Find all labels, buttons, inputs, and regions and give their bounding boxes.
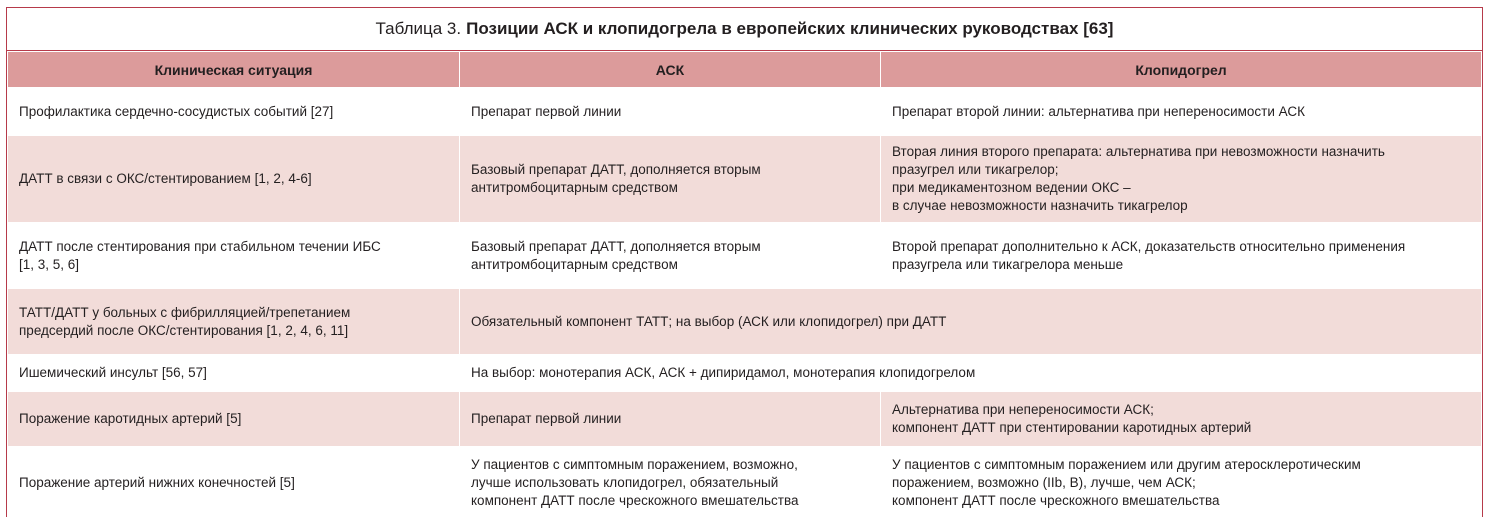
- cell-line: компонент ДАТТ после чрескожного вмешательства: [892, 492, 1220, 508]
- cell-line: Альтернатива при непереносимости АСК;: [892, 402, 1154, 417]
- table-row: [8, 447, 1482, 519]
- cell-line: компонент ДАТТ после чрескожного вмешательства: [471, 492, 799, 508]
- cell-ask: [460, 136, 881, 223]
- guidelines-table: [7, 51, 1482, 519]
- cell-clopidogrel: [881, 447, 1482, 519]
- cell-line: [1, 3, 5, 6]: [19, 256, 80, 272]
- cell-clopidogrel: [881, 223, 1482, 289]
- cell-merged: [460, 355, 1482, 392]
- header-row: [8, 52, 1482, 88]
- cell-line: У пациентов с симптомным поражением, возможно,: [471, 456, 798, 472]
- cell-line: Препарат второй линии: альтернатива при непереносимости АСК: [892, 103, 1305, 119]
- table-row: [8, 392, 1482, 447]
- table-row: [8, 136, 1482, 223]
- cell-situation: [8, 355, 460, 392]
- cell-situation: [8, 136, 460, 223]
- cell-line: лучше использовать клопидогрел, обязательный: [471, 474, 779, 490]
- cell-line: Ишемический инсульт [56, 57]: [19, 365, 207, 380]
- cell-situation: [8, 88, 460, 136]
- cell-situation: [8, 392, 460, 447]
- cell-line: поражением, возможно (IIb, B), лучше, чем АСК;: [892, 474, 1196, 490]
- cell-line: при медикаментозном ведении ОКС –: [892, 180, 1131, 195]
- cell-line: Обязательный компонент ТАТТ; на выбор (АСК или клопидогрел) при ДАТТ: [471, 313, 947, 329]
- cell-situation: [8, 223, 460, 289]
- cell-line: ТАТТ/ДАТТ у больных с фибрилляцией/трепетанием: [19, 304, 351, 320]
- cell-line: Препарат первой линии: [471, 103, 622, 119]
- cell-line: Препарат первой линии: [471, 411, 622, 426]
- cell-line: Поражение каротидных артерий [5]: [19, 411, 242, 426]
- cell-clopidogrel: [881, 88, 1482, 136]
- cell-line: На выбор: монотерапия АСК, АСК + дипиридамол, монотерапия клопидогрелом: [471, 365, 976, 380]
- cell-line: У пациентов с симптомным поражением или другим атеросклеротическим: [892, 456, 1361, 472]
- table-row: [8, 223, 1482, 289]
- table-row: [8, 289, 1482, 355]
- caption-title: Позиции АСК и клопидогрела в европейских клинических руководствах [63]: [466, 19, 1114, 38]
- caption-label: Таблица 3.: [375, 19, 462, 38]
- header-ask: АСК: [460, 52, 881, 88]
- cell-line: Поражение артерий нижних конечностей [5]: [19, 474, 295, 490]
- cell-situation: [8, 447, 460, 519]
- cell-line: в случае невозможности назначить тикагрелор: [892, 198, 1188, 213]
- cell-situation: [8, 289, 460, 355]
- cell-line: антитромбоцитарным средством: [471, 256, 678, 272]
- table-frame: [6, 7, 1483, 517]
- cell-line: ДАТТ в связи с ОКС/стентированием [1, 2, 4-6]: [19, 171, 312, 186]
- cell-clopidogrel: [881, 136, 1482, 223]
- header-situation: Клиническая ситуация: [8, 52, 460, 88]
- cell-merged: [460, 289, 1482, 355]
- cell-line: Вторая линия второго препарата: альтернатива при невозможности назначить: [892, 144, 1385, 159]
- cell-clopidogrel: [881, 392, 1482, 447]
- cell-line: Профилактика сердечно-сосудистых событий [27]: [19, 103, 334, 119]
- header-clopidogrel: Клопидогрел: [881, 52, 1482, 88]
- cell-line: Базовый препарат ДАТТ, дополняется вторым: [471, 238, 761, 254]
- cell-ask: [460, 392, 881, 447]
- cell-ask: [460, 88, 881, 136]
- table-caption: [7, 8, 1482, 51]
- cell-line: празугрел или тикагрелор;: [892, 162, 1059, 177]
- cell-line: празугрела или тикагрелора меньше: [892, 256, 1124, 272]
- cell-ask: [460, 447, 881, 519]
- cell-line: антитромбоцитарным средством: [471, 180, 678, 195]
- cell-line: Базовый препарат ДАТТ, дополняется вторым: [471, 162, 761, 177]
- cell-line: компонент ДАТТ при стентировании каротидных артерий: [892, 420, 1252, 435]
- cell-line: ДАТТ после стентирования при стабильном течении ИБС: [19, 238, 381, 254]
- cell-line: предсердий после ОКС/стентирования [1, 2, 4, 6, 11]: [19, 322, 349, 338]
- cell-ask: [460, 223, 881, 289]
- table-row: [8, 88, 1482, 136]
- cell-line: Второй препарат дополнительно к АСК, доказательств относительно применения: [892, 238, 1406, 254]
- table-row: [8, 355, 1482, 392]
